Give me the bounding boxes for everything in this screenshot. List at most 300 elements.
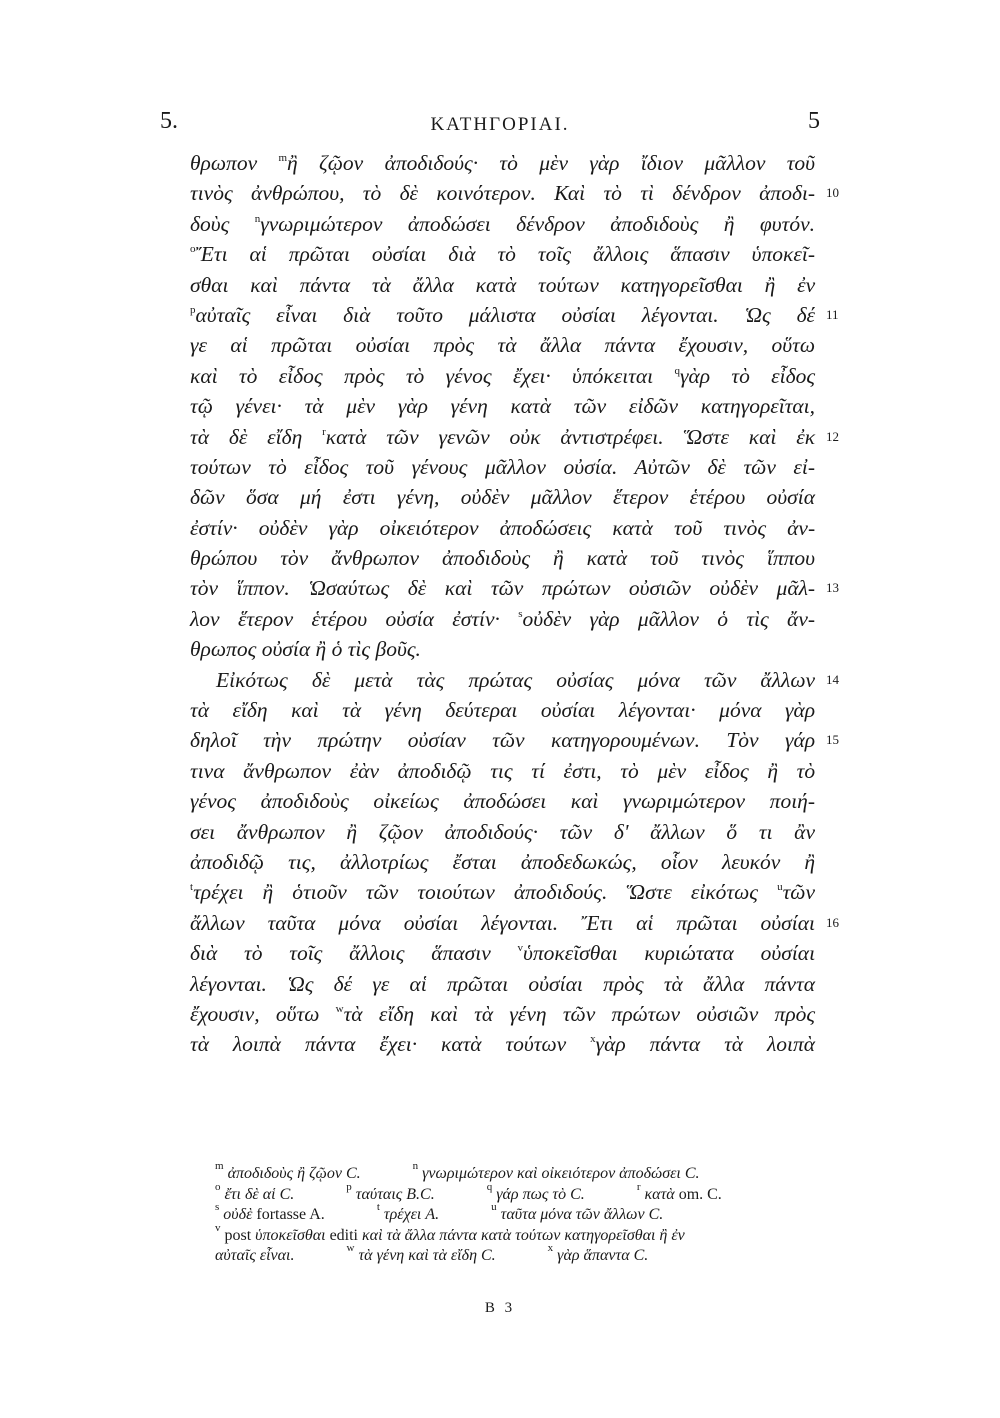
word: θρωπον	[190, 151, 258, 175]
word: μή	[300, 485, 322, 510]
word: ἀποδιδούς.	[513, 880, 608, 905]
word: σει	[190, 819, 216, 844]
word: ἅπασιν	[431, 941, 491, 966]
word: μὲν	[346, 394, 376, 419]
word: ἀποδι-	[759, 181, 816, 206]
variant-marker: t	[190, 881, 194, 894]
word: τὶς	[746, 606, 769, 631]
word: ἵππου	[766, 546, 816, 571]
word: μόνα	[719, 698, 762, 723]
text-line	[190, 573, 839, 603]
footnote-latin-text: om. C.	[678, 1185, 722, 1203]
footnote-latin-text: post	[224, 1226, 252, 1244]
text-line	[190, 665, 839, 695]
word: τὰ	[663, 971, 683, 996]
footnotes	[215, 1160, 815, 1267]
word: Ἔτι	[195, 242, 228, 267]
word: ἕτερον	[237, 606, 294, 631]
word: εἶδος	[278, 363, 323, 388]
word: τούτων	[505, 1032, 567, 1057]
word: τῶν	[365, 880, 399, 905]
word: σθαι	[190, 272, 229, 297]
word: δὲ	[228, 424, 248, 449]
word: τὰ	[724, 1032, 744, 1057]
margin-section-number: 11	[826, 306, 839, 322]
word: ἄλλοις	[349, 941, 405, 966]
word: Αὐτῶν	[634, 454, 690, 479]
text-line	[190, 178, 839, 208]
word: δὲ	[407, 576, 427, 601]
word: τὸ	[268, 454, 287, 479]
word: γένει·	[235, 394, 282, 419]
word: τῶν	[782, 880, 815, 905]
word: ἀποδιδούς·	[444, 819, 539, 844]
word: τις,	[288, 849, 316, 874]
text-line	[190, 969, 815, 999]
footnote-line	[215, 1242, 815, 1267]
word: κυριώτατα	[644, 941, 734, 966]
footnote-latin-text: fortasse A.	[256, 1206, 325, 1223]
word: τῶν	[386, 424, 419, 449]
margin-section-number: 15	[826, 732, 839, 748]
word: τῷ	[190, 394, 213, 419]
footnote-text: ἔτι δὲ αἱ C.	[224, 1185, 295, 1203]
word: ἵππον.	[236, 576, 290, 601]
word: τοῖς	[537, 242, 572, 267]
word: λέγονται.	[481, 910, 559, 935]
word: εἶδος	[704, 758, 749, 783]
word: τὰ	[304, 394, 324, 419]
word: γὰρ	[679, 363, 711, 388]
word: τοῦ	[673, 515, 703, 540]
word: ἐστι	[342, 485, 376, 510]
word: ἐκ	[796, 424, 816, 449]
word: οἰκείως	[373, 789, 439, 814]
word: λέγονται.	[190, 971, 267, 996]
word: γάρ	[784, 728, 816, 753]
word: γὰρ	[397, 394, 428, 419]
word: ἅπασιν	[670, 242, 730, 267]
page-number: 5	[808, 108, 820, 134]
word: ἔχουσιν,	[190, 1001, 260, 1026]
word: τρέχει	[193, 880, 244, 905]
text-line	[190, 1029, 815, 1059]
text-line	[190, 877, 815, 907]
word: ἄνθρωπον	[331, 546, 420, 571]
word: κατὰ	[475, 272, 517, 297]
word: ἑτέρου	[311, 606, 368, 631]
word: ἀποδώσει	[463, 789, 547, 814]
word: εἶδος	[771, 363, 816, 388]
word: τῶν	[743, 454, 776, 479]
page-section-number: 5.	[160, 108, 178, 134]
word: ἀποδιδούς·	[384, 151, 479, 175]
word: ἢ	[767, 758, 779, 783]
word: διὰ	[190, 941, 218, 966]
word: τὰ	[190, 698, 209, 723]
word: οἰκειότερον	[379, 515, 479, 540]
footnote-text: γνωριμώτερον καὶ οἰκειότερον ἀποδώσει C.	[422, 1165, 700, 1182]
word: τῶν	[492, 728, 525, 753]
word: τὰ	[497, 333, 517, 358]
word: ἢ	[804, 849, 816, 874]
margin-section-number: 10	[826, 185, 839, 201]
text-line	[190, 786, 815, 816]
word: ἄλλα	[412, 272, 454, 297]
word: οὐσία	[766, 485, 816, 510]
word: Ὡσαύτως	[308, 576, 390, 601]
word: δὲ	[311, 667, 331, 692]
word: ἀποδώσει	[407, 211, 491, 236]
word: κατὰ	[586, 546, 628, 571]
word: Ἔτι	[581, 910, 614, 935]
word: θρωπος	[190, 637, 257, 662]
word: ἀν-	[787, 515, 816, 540]
word: ὅ	[726, 819, 738, 844]
text-line	[190, 300, 839, 330]
word: δηλοῖ	[190, 728, 237, 753]
text-line	[190, 361, 815, 391]
margin-section-number: 12	[826, 428, 839, 444]
word: εἰδῶν	[628, 394, 679, 419]
word: τινὸς	[701, 546, 744, 571]
word: κοινότερον.	[436, 181, 536, 206]
word: ἐστι,	[563, 758, 602, 783]
word: πρώτων	[611, 1001, 681, 1026]
footnote-text: τρέχει A.	[383, 1206, 440, 1223]
word: μόνα	[637, 667, 680, 692]
word: Ὥστε	[626, 880, 672, 905]
footnote-marker: m	[215, 1160, 224, 1172]
word: γένους	[411, 454, 468, 479]
word: τις	[490, 758, 513, 783]
word: οἷον	[660, 849, 698, 874]
text-line	[190, 695, 815, 725]
word: ζῷον	[319, 151, 364, 175]
word: δοὺς	[190, 211, 230, 236]
footnote-text: κατὰ	[644, 1185, 675, 1203]
footnote-marker: r	[636, 1180, 641, 1193]
word: ὁτιοῦν	[292, 880, 347, 905]
word: οὐδὲν	[460, 485, 510, 510]
word: τοῖς	[289, 941, 323, 966]
word: μᾶλ-	[776, 576, 816, 601]
variant-marker: v	[517, 942, 524, 955]
word: οὕτω	[275, 1001, 320, 1026]
text-line	[190, 482, 815, 512]
word: λοιπὰ	[232, 1032, 281, 1057]
footnote-marker: n	[412, 1160, 419, 1172]
text-line	[190, 148, 815, 178]
word: κατὰ	[441, 1032, 482, 1057]
text-line	[190, 330, 815, 360]
margin-section-number: 13	[826, 580, 839, 596]
word: γενῶν	[438, 424, 490, 449]
word: οὐσίαι	[355, 333, 411, 358]
word: πάντα	[604, 333, 656, 358]
text-line	[190, 239, 815, 269]
variant-marker: s	[518, 607, 523, 620]
footnote-marker: o	[215, 1180, 221, 1193]
word: γε	[372, 971, 390, 996]
word: τοῦ	[786, 151, 816, 175]
variant-marker: q	[674, 364, 680, 377]
footnote-line	[215, 1201, 815, 1226]
word: κατὰ	[325, 424, 367, 449]
footnote-text: ταύταις B.C.	[355, 1185, 435, 1203]
text-line	[190, 756, 815, 786]
word: ἐστίν·	[452, 606, 500, 631]
text-line	[190, 391, 815, 421]
word: τῶν	[559, 819, 593, 844]
footnote-text: αὐταῖς εἶναι.	[215, 1247, 295, 1264]
word: Καὶ	[554, 181, 586, 206]
word: οὐσίαι	[760, 910, 815, 935]
word: μᾶλλον	[530, 485, 592, 510]
word: οὐσίαι	[403, 910, 459, 935]
variant-marker: r	[322, 425, 326, 438]
text-line	[190, 817, 815, 847]
footnote-marker: q	[486, 1180, 493, 1193]
word: τὸ	[731, 363, 750, 388]
footnote-text: γὰρ ἅπαντα C.	[557, 1247, 649, 1264]
word: τὴν	[263, 728, 291, 753]
word: γὰρ	[785, 698, 816, 723]
word: εἰ-	[793, 454, 815, 479]
word: γένη,	[396, 485, 440, 510]
word: τὸν	[280, 546, 309, 571]
word: πρῶται	[271, 333, 333, 358]
text-line	[190, 725, 839, 755]
word: ὁ	[717, 606, 728, 631]
text-line	[190, 604, 815, 634]
word: αἱ	[409, 971, 427, 996]
word: κατὰ	[510, 394, 552, 419]
word: οὐδὲν	[522, 606, 572, 631]
word: θρώπου	[190, 546, 258, 571]
word: κατὰ	[612, 515, 653, 540]
word: εἰκότως	[690, 880, 759, 905]
word: γένος	[190, 789, 236, 814]
word: οὐσίαι	[371, 242, 427, 267]
word: τὰ	[190, 1032, 209, 1057]
text-line	[190, 999, 815, 1029]
footnote-line	[215, 1160, 815, 1185]
word: οὐσία	[261, 637, 311, 662]
word: ἢ	[262, 880, 274, 905]
word: γνωριμώτερον	[623, 789, 746, 814]
word: ἔσται	[452, 849, 497, 874]
word: τὰ	[371, 272, 391, 297]
word: ὑπόκειται	[572, 363, 654, 388]
word: πρὸς	[774, 1001, 816, 1026]
word: γὰρ	[595, 1032, 626, 1057]
text-line	[190, 422, 839, 452]
word: τὰς	[416, 667, 445, 692]
word: Ὡς	[287, 971, 314, 996]
word: καὶ	[250, 272, 278, 297]
word: λον	[190, 606, 220, 631]
word: βοῦς.	[375, 637, 421, 662]
word: ἄνθρωπον	[243, 758, 332, 783]
footnote-text: γάρ πως τὸ C.	[496, 1185, 585, 1203]
word: γένη	[450, 394, 488, 419]
word: τῶν	[573, 394, 607, 419]
word: μᾶλλον	[484, 454, 546, 479]
word: πρὸς	[433, 333, 475, 358]
word: δῶν	[190, 485, 225, 510]
word: τὸν	[190, 576, 218, 601]
word: τὸ	[405, 363, 425, 388]
word: τὸ	[499, 151, 518, 175]
word: ἄλλοις	[592, 242, 649, 267]
footnote-text: καὶ τὰ ἄλλα πάντα κατὰ τούτων κατηγορεῖσθαι ἢ ἐν	[362, 1226, 685, 1244]
word: οὐκ	[509, 424, 541, 449]
word: ἀντιστρέφει.	[560, 424, 664, 449]
word: τὸ	[603, 181, 622, 206]
word: γένη	[509, 1001, 547, 1026]
word: ὅσα	[246, 485, 279, 510]
footnote-text: ὑποκεῖσθαι	[255, 1226, 326, 1244]
word: ἢ	[315, 637, 327, 662]
word: καὶ	[291, 698, 319, 723]
variant-marker: p	[190, 303, 196, 316]
margin-section-number: 14	[826, 671, 839, 687]
word: δὲ	[399, 181, 419, 206]
word: ἢ	[552, 546, 564, 571]
word: γε	[190, 333, 207, 358]
word: γένος	[445, 363, 492, 388]
word: οὐσίαι	[528, 971, 583, 996]
word: μετὰ	[354, 667, 393, 692]
word: ἀποδιδῷ	[397, 758, 472, 783]
word: ἄλλων	[190, 910, 245, 935]
word: πρὸς	[603, 971, 644, 996]
word: δένδρον	[516, 211, 585, 236]
word: αἱ	[636, 910, 654, 935]
signature-mark: B 3	[484, 1300, 516, 1316]
word: καὶ	[748, 424, 777, 449]
word: τοῦ	[650, 546, 679, 571]
word: οὐσίας	[556, 667, 614, 692]
word: ζῷον	[378, 819, 423, 844]
word: τὸ	[497, 242, 516, 267]
word: γὰρ	[328, 515, 359, 540]
word: διὰ	[343, 302, 371, 327]
word: πρῶται	[288, 242, 350, 267]
footnote-text: τὰ γένη καὶ τὰ εἴδη C.	[358, 1247, 496, 1264]
word: Εἰκότως	[216, 667, 288, 692]
word: πάντα	[304, 1032, 356, 1057]
word: ἐστίν·	[190, 515, 238, 540]
word: τὸ	[796, 758, 816, 783]
word: τοῦτο	[396, 302, 443, 327]
word: ἀποδιδῷ	[190, 849, 264, 874]
word: καὶ	[444, 576, 473, 601]
footnote-marker: u	[491, 1201, 497, 1213]
word: τινα	[190, 758, 225, 783]
text-line	[190, 938, 815, 968]
word: ἀποδιδοὺς	[260, 789, 349, 814]
word: ἄν-	[787, 606, 816, 631]
word: ἑτέρου	[689, 485, 746, 510]
margin-section-number: 16	[826, 914, 839, 930]
word: οὐδὲν	[709, 576, 759, 601]
word: τὸ	[244, 941, 263, 966]
text-line	[190, 634, 815, 664]
word: ἂν	[794, 819, 815, 844]
word: οὐσίαι	[561, 302, 616, 327]
footnote-text: ταῦτα μόνα τῶν ἄλλων C.	[500, 1206, 664, 1223]
footnote-marker: v	[215, 1221, 221, 1234]
word: δένδρον	[672, 181, 741, 206]
word: ἔχουσιν,	[678, 333, 749, 358]
word: τὸ	[362, 181, 382, 206]
word: τὰ	[474, 1001, 494, 1026]
word: ἢ	[346, 819, 358, 844]
word: λέγονται.	[641, 302, 719, 327]
word: οὐσιῶν	[628, 576, 691, 601]
word: μάλιστα	[468, 302, 536, 327]
text-line	[190, 908, 839, 938]
word: ἐν	[797, 272, 816, 297]
word: ἀποδιδοὺς	[441, 546, 531, 571]
main-text	[190, 148, 839, 1060]
word: οὕτω	[771, 333, 816, 358]
word: ἀλλοτρίως	[339, 849, 429, 874]
word: ἢ	[723, 211, 735, 236]
word: πρῶται	[676, 910, 738, 935]
word: μόνα	[338, 910, 381, 935]
word: Ὡς	[744, 302, 771, 327]
word: τινὸς	[723, 515, 767, 540]
word: μᾶλλον	[704, 151, 766, 175]
word: πάντα	[299, 272, 351, 297]
text-line	[190, 209, 815, 239]
word: τι	[758, 819, 773, 844]
footnote-marker: s	[215, 1201, 220, 1213]
word: τὰ	[342, 698, 362, 723]
variant-marker: u	[777, 881, 783, 894]
word: κατηγορεῖσθαι	[620, 272, 743, 297]
footnote-text: οὐδὲ	[223, 1206, 253, 1223]
word: ἢ	[287, 151, 298, 175]
footnote-text: ἀποδιδοὺς ἢ ζῷον C.	[227, 1165, 361, 1182]
word: ἄλλα	[539, 333, 582, 358]
word: τῶν	[703, 667, 737, 692]
word: πρῶται	[446, 971, 509, 996]
variant-marker: n	[254, 212, 261, 225]
word: ἄλλα	[703, 971, 745, 996]
word: αἱ	[249, 242, 267, 267]
word: οὐσίαι	[760, 941, 816, 966]
footnote-marker: p	[346, 1180, 352, 1193]
word: Ὥστε	[683, 424, 729, 449]
word: εἶδος	[304, 454, 349, 479]
word: ὁ	[331, 637, 343, 662]
word: πάντα	[764, 971, 816, 996]
footnote-line	[215, 1221, 815, 1247]
text-line	[190, 270, 815, 300]
word: τινὸς	[190, 181, 233, 206]
word: τῶν	[562, 1001, 596, 1026]
word: γένη	[384, 698, 422, 723]
word: δ'	[613, 819, 629, 844]
word: πρὸς	[343, 363, 385, 388]
word: τοῦ	[365, 454, 395, 479]
word: τὸ	[620, 758, 639, 783]
word: πρώτην	[317, 728, 382, 753]
